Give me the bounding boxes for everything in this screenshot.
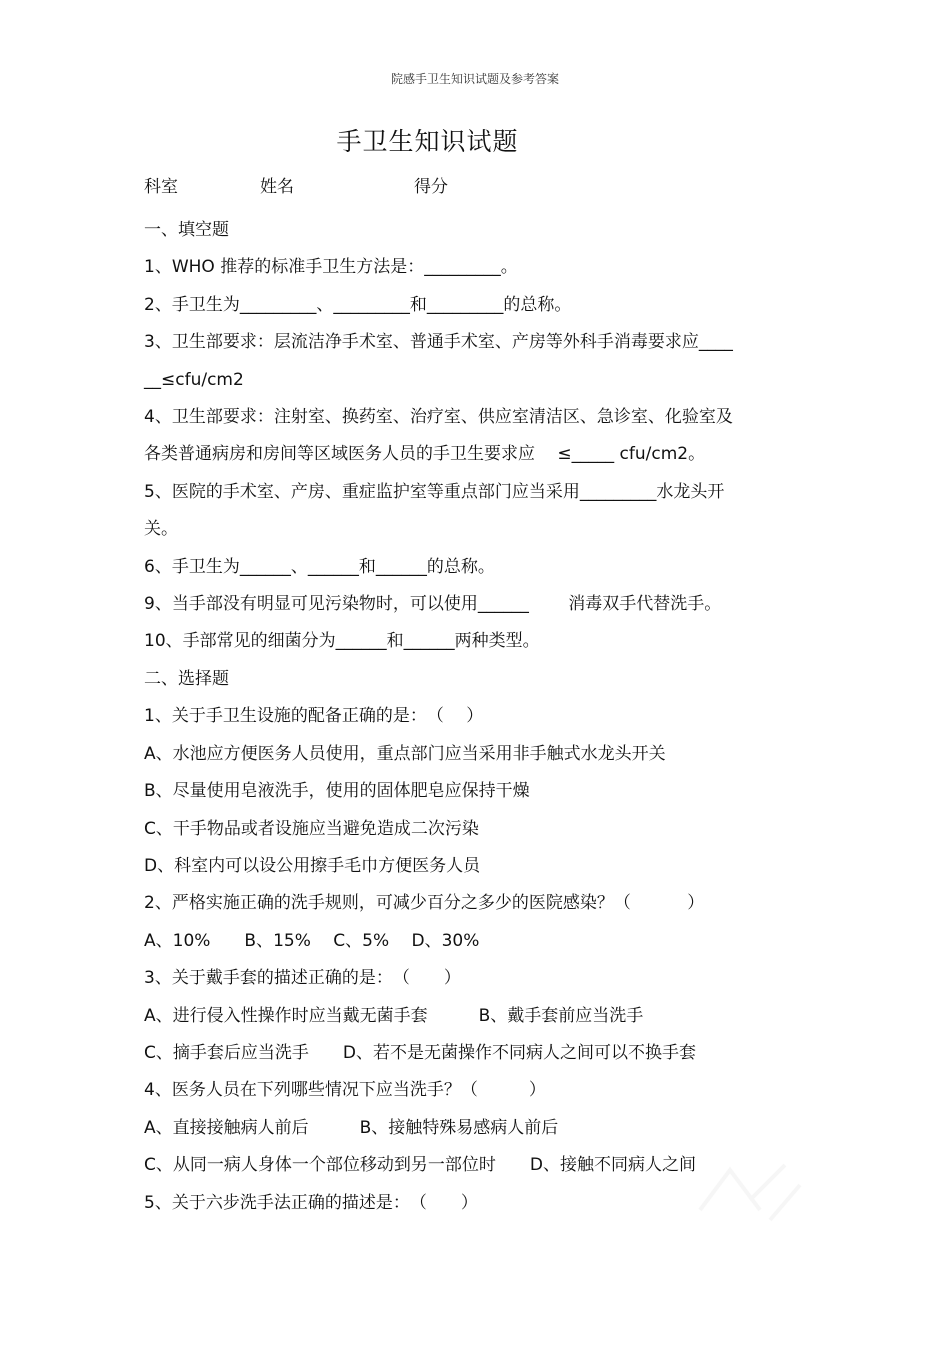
- option-line: A、10% B、15% C、5% D、30%: [144, 930, 480, 951]
- question-line: 1、关于手卫生设施的配备正确的是： （ ）: [144, 706, 484, 727]
- question-line: 各类普通病房和房间等区域医务人员的手卫生要求应 ≤_____ cfu/cm2。: [144, 444, 706, 465]
- question-line: 5、医院的手术室、产房、重症监护室等重点部门应当采用_________水龙头开: [144, 481, 725, 502]
- score-label: 得分: [414, 177, 448, 197]
- question-line: 2、手卫生为_________、_________和_________的总称。: [144, 294, 572, 315]
- question-line: 关。: [144, 519, 178, 540]
- question-line: 1、WHO 推荐的标准手卫生方法是：_________。: [144, 257, 518, 278]
- option-line: A、直接接触病人前后 B、接触特殊易感病人前后: [144, 1117, 559, 1138]
- question-line: 9、当手部没有明显可见污染物时，可以使用______ 消毒双手代替洗手。: [144, 594, 722, 615]
- question-line: 2、严格实施正确的洗手规则，可减少百分之多少的医院感染？（ ）: [144, 893, 705, 914]
- page-header: 院感手卫生知识试题及参考答案: [390, 72, 559, 86]
- question-line: 3、卫生部要求：层流洁净手术室、普通手术室、产房等外科手消毒要求应____: [144, 332, 733, 353]
- document-title: 手卫生知识试题: [336, 127, 519, 156]
- option-line: C、从同一病人身体一个部位移动到另一部位时 D、接触不同病人之间: [144, 1155, 696, 1176]
- option-line: C、干手物品或者设施应当避免造成二次污染: [144, 818, 479, 839]
- watermark-graphic: [690, 1150, 810, 1230]
- question-line: 10、手部常见的细菌分为______和______两种类型。: [144, 631, 540, 652]
- option-line: D、科室内可以设公用擦手毛巾方便医务人员: [144, 855, 481, 876]
- section-heading-choice: 二、选择题: [144, 668, 229, 689]
- name-label: 姓名: [260, 177, 294, 197]
- question-line: __≤cfu/cm2: [144, 369, 244, 390]
- question-line: 4、卫生部要求：注射室、换药室、治疗室、供应室清洁区、急诊室、化验室及: [144, 407, 733, 428]
- section-heading-fill-blank: 一、填空题: [144, 220, 229, 240]
- question-body: [144, 212, 769, 1222]
- option-line: A、水池应方便医务人员使用，重点部门应当采用非手触式水龙头开关: [144, 743, 666, 764]
- option-line: A、进行侵入性操作时应当戴无菌手套 B、戴手套前应当洗手: [144, 1005, 644, 1026]
- question-line: 4、医务人员在下列哪些情况下应当洗手？（ ）: [144, 1080, 546, 1101]
- option-line: B、尽量使用皂液洗手，使用的固体肥皂应保持干燥: [144, 781, 530, 802]
- question-line: 5、关于六步洗手法正确的描述是： （ ）: [144, 1192, 478, 1213]
- question-line: 3、关于戴手套的描述正确的是： （ ）: [144, 968, 461, 989]
- dept-label: 科室: [144, 177, 178, 197]
- question-line: 6、手卫生为______、______和______的总称。: [144, 556, 495, 577]
- option-line: C、摘手套后应当洗手 D、若不是无菌操作不同病人之间可以不换手套: [144, 1042, 696, 1063]
